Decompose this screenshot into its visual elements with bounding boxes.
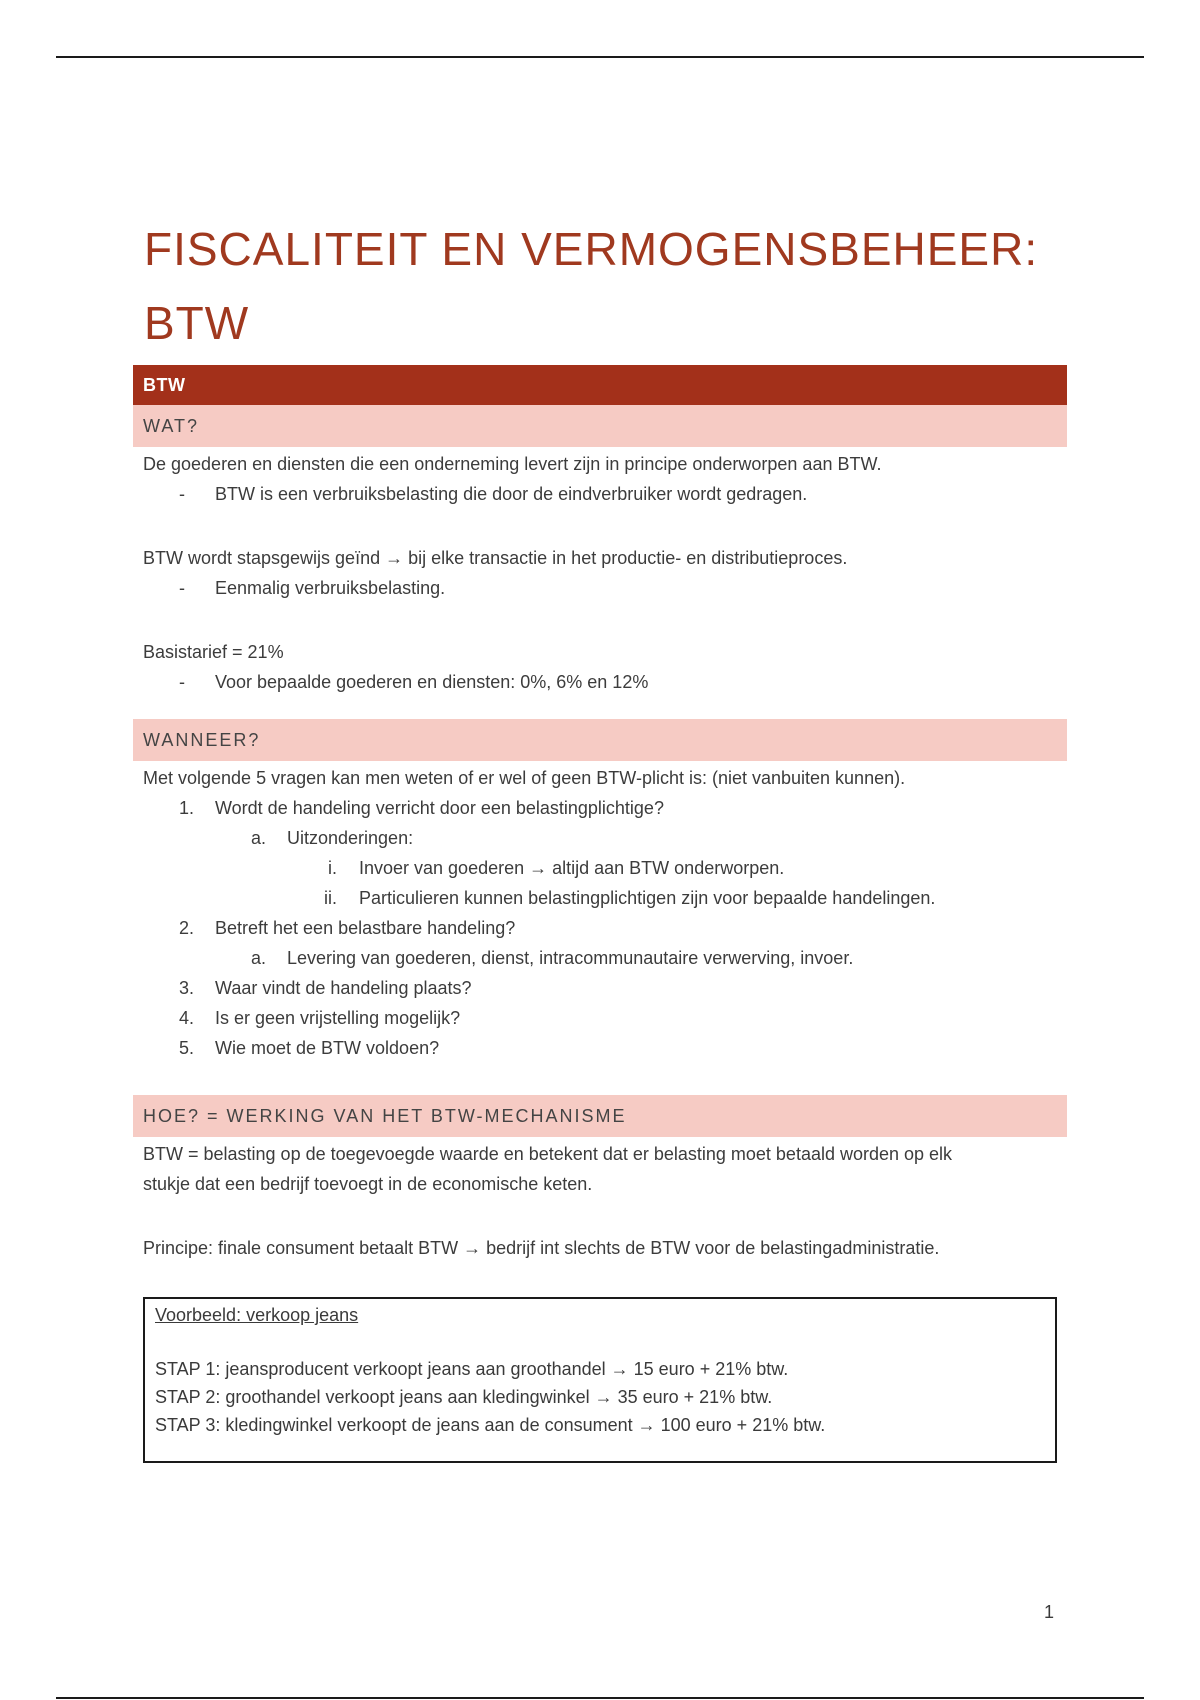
question-text: Invoer van goederen → altijd aan BTW onderworpen.	[359, 858, 785, 878]
question-text: Waar vindt de handeling plaats?	[215, 978, 472, 998]
section-wanneer-body	[133, 763, 1067, 1063]
wat-bullet-3	[143, 667, 1067, 697]
question-text: Wordt de handeling verricht door een belastingplichtige?	[215, 798, 664, 818]
question-4	[143, 1003, 1067, 1033]
hoe-paragraph-2: Principe: finale consument betaalt BTW → bedrijf int slechts de BTW voor de belastingadministratie.	[143, 1238, 940, 1258]
list-number: 4.	[179, 1008, 195, 1028]
list-number: 5.	[179, 1038, 195, 1058]
example-step-3: STAP 3: kledingwinkel verkoopt de jeans aan de consument → 100 euro + 21% btw.	[155, 1415, 826, 1435]
section-hoe-body	[133, 1139, 1067, 1263]
bullet-mark: -	[179, 578, 185, 598]
document-body	[133, 365, 1067, 1463]
wat-paragraph-2: BTW wordt stapsgewijs geïnd → bij elke transactie in het productie- en distributieproces.	[143, 548, 848, 568]
hoe-paragraph-1-line-1: BTW = belasting op de toegevoegde waarde en betekent dat er belasting moet betaald worden op elk	[143, 1144, 953, 1164]
list-roman: i.	[328, 858, 337, 878]
wat-bullet-2	[143, 573, 1067, 603]
list-letter: a.	[251, 828, 267, 848]
question-1a-i	[143, 853, 1067, 883]
question-text: Uitzonderingen:	[287, 828, 414, 848]
question-2	[143, 913, 1067, 943]
hoe-paragraph-1-line-2: stukje dat een bedrijf toevoegt in de economische keten.	[143, 1174, 593, 1194]
title-line-1: FISCALITEIT EN VERMOGENSBEHEER:	[144, 223, 1039, 275]
title-line-2: BTW	[144, 297, 250, 349]
section-header-wanneer: WANNEER?	[133, 719, 1067, 761]
question-2a	[143, 943, 1067, 973]
question-text: Betreft het een belastbare handeling?	[215, 918, 516, 938]
bullet-mark: -	[179, 484, 185, 504]
list-letter: a.	[251, 948, 267, 968]
list-number: 3.	[179, 978, 195, 998]
question-1	[143, 793, 1067, 823]
question-3	[143, 973, 1067, 1003]
question-text: Particulieren kunnen belastingplichtigen zijn voor bepaalde handelingen.	[359, 888, 936, 908]
section-wat-body	[133, 449, 1067, 697]
question-1a-ii	[143, 883, 1067, 913]
example-title: Voorbeeld: verkoop jeans	[155, 1305, 359, 1325]
question-text: Levering van goederen, dienst, intracommunautaire verwerving, invoer.	[287, 948, 854, 968]
wat-paragraph-3: Basistarief = 21%	[143, 642, 284, 662]
section-header-btw: BTW	[133, 365, 1067, 405]
section-header-hoe: HOE? = WERKING VAN HET BTW-MECHANISME	[133, 1095, 1067, 1137]
question-text: Is er geen vrijstelling mogelijk?	[215, 1008, 461, 1028]
list-number: 1.	[179, 798, 195, 818]
bullet-text: Eenmalig verbruiksbelasting.	[215, 578, 446, 598]
bullet-text: BTW is een verbruiksbelasting die door de eindverbruiker wordt gedragen.	[215, 484, 808, 504]
wat-bullet-1	[143, 479, 1067, 509]
question-1a	[143, 823, 1067, 853]
document-title	[144, 212, 1104, 360]
section-header-wat: WAT?	[133, 405, 1067, 447]
example-box	[143, 1297, 1057, 1463]
header-rule	[56, 56, 1144, 58]
bullet-mark: -	[179, 672, 185, 692]
list-number: 2.	[179, 918, 195, 938]
question-text: Wie moet de BTW voldoen?	[215, 1038, 440, 1058]
example-step-2: STAP 2: groothandel verkoopt jeans aan kledingwinkel → 35 euro + 21% btw.	[155, 1387, 773, 1407]
wat-paragraph-1: De goederen en diensten die een onderneming levert zijn in principe onderworpen aan BTW.	[143, 454, 882, 474]
wanneer-intro: Met volgende 5 vragen kan men weten of er wel of geen BTW-plicht is: (niet vanbuiten kunnen).	[143, 768, 906, 788]
example-step-1: STAP 1: jeansproducent verkoopt jeans aan groothandel → 15 euro + 21% btw.	[155, 1359, 789, 1379]
question-5	[143, 1033, 1067, 1063]
footer-rule	[56, 1697, 1144, 1699]
page-number: 1	[1044, 1602, 1055, 1622]
bullet-text: Voor bepaalde goederen en diensten: 0%, 6% en 12%	[215, 672, 649, 692]
list-roman: ii.	[324, 888, 337, 908]
